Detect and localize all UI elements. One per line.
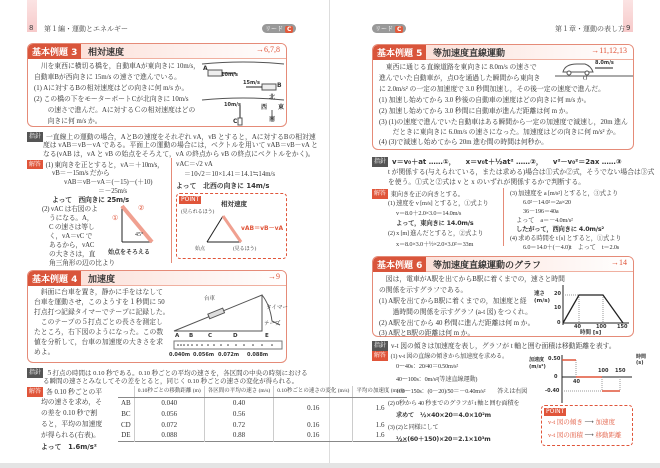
problem-line: (1) A駅を出てからB駅に着くまでの，加速度と経 bbox=[379, 298, 527, 305]
table-cell: AB bbox=[121, 398, 131, 407]
hint-line: なる(vAB は，vA と vB の始点をそろえて，vA の終点から vB の終点にベクトルをかく)。 bbox=[43, 151, 315, 158]
solution-tag: 解答 bbox=[29, 388, 42, 395]
table-cell: 1.6 bbox=[353, 397, 407, 419]
point-text: 移動距離 bbox=[595, 432, 622, 439]
example-label: 基本例題 6 bbox=[373, 257, 426, 272]
car-b-speed: 15m/s bbox=[243, 80, 260, 86]
table-cell: 0.40 bbox=[204, 397, 274, 408]
example-3-box bbox=[27, 43, 287, 127]
solution-line: 角三角形の辺の比より bbox=[49, 260, 115, 267]
solution-answer: したがって，西向きに 4.0m/s² bbox=[516, 226, 604, 233]
formula-3: v²－v₀²＝2ax ……③ bbox=[552, 158, 622, 166]
solution-line: (1) 東向きを正とすると，vA＝＋10m/s， bbox=[45, 162, 164, 169]
table-cell: 0.072 bbox=[134, 419, 204, 430]
at-graph bbox=[560, 355, 634, 403]
problem-ref: →6,7,8 bbox=[256, 45, 280, 54]
acceleration-table bbox=[118, 386, 407, 442]
problem-line: (3) A駅とB駅の距離は何 m か。 bbox=[379, 330, 475, 337]
hint-line: 一直線上の運動の場合，AとBの速度をそれぞれ vA，vB とすると，Aに対するBの相対速 bbox=[46, 134, 316, 141]
running-header-left: 第１編・運動とエネルギー bbox=[44, 25, 128, 33]
table-header-row bbox=[118, 386, 407, 397]
hint-tag: 指針 bbox=[374, 158, 387, 165]
page-number-right: 9 bbox=[626, 24, 631, 32]
table-row bbox=[118, 397, 407, 408]
solution-line: 6.0＝14.0＋(－4.0)t よって t＝2.0s bbox=[523, 244, 620, 251]
arrow-icon: ⟶ bbox=[584, 419, 594, 426]
tape-point-d: D bbox=[233, 333, 238, 339]
at-xtick: 100 bbox=[598, 368, 609, 374]
solution-line: vB＝－15m/s だから bbox=[52, 170, 110, 177]
table-cell: BC bbox=[121, 409, 131, 418]
problem-line: 過時間の関係を示すグラフ (a-t 図) をつくれ。 bbox=[379, 309, 532, 316]
table-cell: DE bbox=[121, 431, 131, 440]
tape-length: 0.040m bbox=[169, 352, 191, 358]
tape-length: 0.072m bbox=[218, 352, 240, 358]
point-text: v-t 図の面積 bbox=[548, 432, 583, 439]
at-ytick: -0.40 bbox=[545, 388, 560, 394]
solution-line: vAB＝vB－vA＝(－15)－(＋10) bbox=[64, 179, 153, 186]
vt-ytick: 0 bbox=[557, 320, 561, 326]
problem-ref: →9 bbox=[268, 272, 280, 281]
solution-line: が得られる(右表)。 bbox=[41, 432, 100, 439]
table-header: 各区間の平均の速さ (m/s) bbox=[204, 386, 274, 397]
point-row-1 bbox=[548, 418, 615, 428]
solution-line: vAC＝√2 vA bbox=[176, 161, 213, 168]
table-cell: 0.040 bbox=[134, 397, 204, 408]
hint-5 bbox=[372, 157, 622, 167]
hint-tag: 指針 bbox=[29, 133, 42, 140]
point-label: POINT bbox=[181, 196, 200, 203]
relative-velocity-triangle bbox=[108, 200, 156, 248]
vt-xtick: 150 bbox=[617, 324, 628, 330]
problem-line: の関係を示すグラフである。 bbox=[379, 287, 468, 294]
point-formula: vAB＝vB－vA bbox=[241, 225, 284, 232]
hint-line: 度は vAB＝vB－vA である。平面上の運動の場合には，ベクトルを用いて vAB＝vB－vA と bbox=[43, 142, 318, 149]
problem-line: 東西に通じる直線道路を東向きに 8.0m/s の速さで bbox=[379, 64, 537, 71]
solution-line: ると，平均の加速度 bbox=[41, 421, 103, 428]
solution-divider bbox=[503, 188, 504, 246]
tape-label: テープ bbox=[264, 321, 281, 327]
at-xtick: 150 bbox=[615, 368, 626, 374]
point-row-2 bbox=[548, 431, 621, 441]
problem-line: (1) Aに対するBの相対速度はどの向きに何 m/s か。 bbox=[34, 85, 189, 92]
solution-line: x＝8.0×3.0＋½×2.0×3.0²＝33m bbox=[396, 241, 474, 248]
compass-east: 東 bbox=[278, 104, 285, 111]
problem-line: 台車を運動させ，このようすを１秒間に 50 bbox=[34, 299, 165, 306]
solution-answer: よって 北西の向きに 14m/s bbox=[176, 182, 270, 190]
table-cell: 0.16 bbox=[274, 419, 353, 430]
problem-line: 打点打つ記録タイマーでテープに記録した。 bbox=[34, 309, 170, 316]
triangle-angle: 45° bbox=[135, 232, 144, 238]
point-seen: (見られるほう) bbox=[181, 210, 215, 215]
tape-point-a: A bbox=[175, 333, 180, 339]
solution-line: (2) x [m] 進んだとすると，②式より bbox=[388, 230, 484, 237]
point-o-label: O bbox=[583, 76, 588, 82]
problem-line: 自動車Bが西向きに 15m/s の速さで進んでいる。 bbox=[34, 74, 181, 81]
lead-c: C bbox=[287, 26, 292, 33]
problem-line: 進んでいた自動車が，点Oを通過した瞬間から東向き bbox=[379, 75, 541, 82]
table-row bbox=[118, 419, 407, 430]
solution-line: (3) (2)と同様にして bbox=[388, 424, 439, 431]
tape-point-c: C bbox=[208, 333, 213, 339]
vt-xlabel: 時間 [s] bbox=[580, 330, 602, 336]
table-header: 0.10秒ごとの速さの変化 (m/s) bbox=[274, 386, 353, 397]
point-see: (見るほう) bbox=[233, 247, 257, 252]
problem-line: このテープの５打点ごとの長さを測定し bbox=[34, 319, 163, 326]
solution-line: 各 0.10 秒ごとの平 bbox=[46, 389, 103, 396]
problem-ref: →11,12,13 bbox=[591, 46, 627, 55]
tape-point-b: B bbox=[189, 333, 194, 339]
hint-line: v-t 図の傾きは加速度を表し，グラフが t 軸と囲む面積は移動距離を表す。 bbox=[391, 343, 616, 350]
problem-line: 値を分析して，台車の加速度の大きさを求 bbox=[34, 339, 164, 346]
point-text: 加速度 bbox=[595, 419, 615, 426]
triangle-caption: 始点をそろえる bbox=[108, 249, 151, 256]
problem-line: めよ。 bbox=[34, 349, 55, 356]
solution-line: C の速さは等し bbox=[49, 224, 95, 231]
solution-divider bbox=[171, 158, 172, 263]
example-6-box bbox=[372, 256, 634, 337]
table-header bbox=[118, 386, 134, 397]
solution-tag: 解答 bbox=[374, 190, 386, 197]
compass-north: 北 bbox=[269, 94, 276, 101]
solution-line: 均の速さを求め，そ bbox=[41, 399, 102, 406]
solution-answer: 求めて ½×40×20＝4.0×10²m bbox=[396, 412, 491, 419]
problem-line: 斜面に台車を置き，静かに手をはなして bbox=[34, 289, 163, 296]
hint-tag: 指針 bbox=[374, 342, 387, 349]
point-label: POINT bbox=[546, 408, 565, 415]
solution-line: 東向きを正の向きとする。 bbox=[390, 191, 464, 198]
vt-xtick: 100 bbox=[596, 324, 607, 330]
point-start: 始点 bbox=[195, 247, 206, 252]
arrow-icon: ⟶ bbox=[584, 432, 594, 439]
table-cell: 0.16 bbox=[274, 430, 353, 441]
at-xtick: 40 bbox=[573, 379, 580, 385]
car-speed-label: 8.0m/s bbox=[595, 60, 614, 66]
solution-line: く，vA＝vC で bbox=[49, 233, 93, 240]
point-text: v-t 図の傾き bbox=[548, 419, 583, 426]
solution-line: (4) 求める時間を t [s] とすると，①式より bbox=[510, 235, 622, 242]
problem-line: (2) A駅を出てから 40 秒間に進んだ距離は何 m か。 bbox=[379, 320, 535, 327]
tape-point-e: E bbox=[265, 333, 269, 339]
solution-6 bbox=[372, 351, 508, 362]
running-header-right: 第１章・運動の表し方 bbox=[555, 25, 625, 33]
solution-line: 100～150s：(0－20)/50＝－0.40m/s² 答えは右図 bbox=[396, 388, 528, 395]
table-cell: 0.72 bbox=[204, 419, 274, 430]
solution-line: うになる。A， bbox=[49, 215, 94, 222]
solution-answer: よって，東向きに 14.0m/s bbox=[396, 220, 474, 227]
solution-line: (2) 0秒から 40 秒までのグラフが t 軸と囲む面積を bbox=[388, 400, 520, 407]
tape-length: 0.088m bbox=[247, 352, 269, 358]
solution-line: 40～100s：0m/s²(等速直線運動) bbox=[396, 376, 478, 383]
problem-line: 図は，電車がA駅を出てからB駅に着くまでの，速さと時間 bbox=[379, 276, 565, 283]
table-cell: CD bbox=[121, 420, 131, 429]
solution-line: の差を 0.10 秒で割 bbox=[41, 410, 98, 417]
problem-line: (2) 加速し始めてから 3.0 秒間に自動車が進んだ距離は何 m か。 bbox=[379, 108, 573, 115]
point-title: 相対速度 bbox=[221, 200, 247, 208]
tape-length: 0.056m bbox=[193, 352, 215, 358]
table-cell: 0.088 bbox=[134, 430, 204, 441]
compass-south: 南 bbox=[269, 116, 276, 123]
problem-line: (4) (3)で減速し始めてから 20m 進む間の時間は何秒か。 bbox=[379, 139, 548, 146]
solution-answer: よって 西向きに 25m/s bbox=[52, 196, 130, 204]
lead-badge-left bbox=[262, 24, 296, 33]
hint-tag: 指針 bbox=[29, 369, 42, 376]
table-cell: 0.056 bbox=[134, 408, 204, 419]
solution-line: (1) 速度を v [m/s] とすると，①式より bbox=[388, 200, 489, 207]
table-cell: 0.56 bbox=[204, 408, 274, 419]
example-title: 等加速度直線運動 bbox=[433, 49, 506, 59]
solution-answer: ½×(60＋150)×20＝2.1×10³m bbox=[396, 436, 491, 443]
vt-line bbox=[563, 295, 623, 323]
example-label: 基本例題 3 bbox=[28, 44, 81, 59]
solution-answer: よって 1.6m/s² bbox=[41, 443, 97, 451]
problem-line: (1) 加速し始めてから 3.0 秒後の自動車の速度はどの向きに何 m/s か。 bbox=[379, 97, 591, 104]
at-ytick: 0.50 bbox=[548, 356, 561, 362]
solution-tag: 解答 bbox=[29, 161, 41, 168]
solution-line: の大きさは，直 bbox=[49, 251, 96, 258]
table-header: 平均の加速度 (m/s²) bbox=[353, 386, 407, 397]
formula-2: x＝v₀t＋½at² ……②， bbox=[465, 158, 543, 166]
bottom-border bbox=[0, 463, 660, 468]
car-a-speed: 10m/s bbox=[221, 72, 238, 78]
problem-line: だときに東向きに 6.0m/s の速さになった。加速度はどの向きに何 m/s² か。 bbox=[379, 129, 620, 136]
problem-line: の速さで進んだ。Aに対するＣの相対速度はどの bbox=[34, 107, 196, 114]
solution-line: (3) 加速度を a [m/s²] とすると，③式より bbox=[510, 190, 619, 197]
problem-line: 川を東西に横切る橋を，自動車Aが東向きに 10m/s， bbox=[34, 63, 200, 70]
lead-c: C bbox=[397, 26, 402, 33]
hint-line: t が関係する(与えられている，または求める)場合は①式か②式，そうでない場合は③式 bbox=[388, 169, 655, 176]
problem-ref: →14 bbox=[611, 258, 627, 267]
at-ylabel: 加速度 (m/s²) bbox=[529, 357, 546, 370]
boat-speed: 10m/s bbox=[224, 102, 241, 108]
problem-line: たところ，右下図のようになった。この数 bbox=[34, 329, 164, 336]
lead-badge-right bbox=[372, 24, 406, 33]
hint-line: ５打点の時間は 0.10 秒である。0.10 秒ごとの平均の速さを，各区間の中央の時刻における bbox=[46, 370, 308, 377]
solution-line: (1) v-t 図の直線の傾きから加速度を求める。 bbox=[390, 353, 508, 360]
problem-line: (3) (1)の速度で進んでいた自動車はある瞬間から一定の加速度で減速し，20m 進ん bbox=[379, 119, 628, 126]
example-5-box bbox=[372, 44, 634, 150]
hint-line: を使う。①式と②式は v と x のいずれが関係するかで判断する。 bbox=[388, 179, 586, 186]
solution-line: ＝－25m/s bbox=[98, 188, 127, 195]
table-row bbox=[118, 430, 407, 441]
solution-line: あるから，vAC bbox=[49, 242, 95, 249]
lead-label: リード bbox=[265, 26, 284, 33]
car-a-label: A bbox=[203, 65, 208, 72]
vt-graph bbox=[559, 285, 631, 327]
point-triangle bbox=[205, 214, 245, 244]
vt-xtick: 40 bbox=[574, 324, 581, 330]
point-box-vt bbox=[541, 405, 633, 446]
example-title: 加速度 bbox=[88, 275, 116, 285]
vt-ylabel: 速さ (m/s) bbox=[534, 291, 551, 304]
solution-tag: 解答 bbox=[374, 352, 386, 359]
solution-line: ＝10√2＝10×1.41＝14.1≒14m/s bbox=[184, 171, 276, 178]
problem-line: 向きに何 m/s か。 bbox=[34, 118, 102, 125]
timer-label: タイマー bbox=[266, 305, 288, 311]
example-title: 等加速度直線運動のグラフ bbox=[433, 261, 542, 271]
table-cell: 1.6 bbox=[353, 419, 407, 430]
problem-line: に 2.0m/s² の一定の加速度で 3.0 秒間加速し，その後一定の速度で進んだ。 bbox=[379, 86, 605, 93]
table-cell: 0.16 bbox=[274, 397, 353, 419]
solution-line: 6.0²－14.0²＝2a×20 bbox=[523, 199, 571, 206]
problem-line: (2) この橋の下をモーターボートCが北向きに 10m/s bbox=[34, 96, 189, 103]
cart-label: 台車 bbox=[204, 296, 216, 302]
vt-ytick: 20 bbox=[554, 291, 561, 297]
point-box-relative-velocity bbox=[176, 193, 287, 259]
example-title: 相対速度 bbox=[88, 48, 125, 58]
car-b-label: B bbox=[277, 82, 282, 89]
at-xlabel: 時間 (s) bbox=[636, 354, 647, 366]
solution-line: 0～40s：20/40＝0.50m/s² bbox=[396, 363, 458, 370]
compass-west: 西 bbox=[261, 104, 268, 111]
solution-line: 36－196＝40a bbox=[523, 208, 559, 215]
table-cell: 0.88 bbox=[204, 430, 274, 441]
solution-line: よって a＝－4.0m/s² bbox=[516, 217, 573, 224]
hint-line: る瞬間の速さとみなしてその差をとると，同じく 0.10 秒ごとの速さの変化が得られる。 bbox=[43, 378, 299, 385]
page-number-left: 8 bbox=[29, 24, 34, 32]
solution-line: (2) vAC は右図のよ bbox=[42, 206, 98, 213]
example-4-box bbox=[27, 270, 287, 363]
boat-c-label: C bbox=[233, 118, 238, 125]
lead-label: リード bbox=[375, 26, 394, 33]
table-cell: 1.6 bbox=[353, 430, 407, 441]
triangle-label-2: ② bbox=[138, 205, 145, 212]
at-ytick: 0 bbox=[554, 374, 558, 380]
solution-line: v＝8.0＋2.0×3.0＝14.0m/s bbox=[396, 210, 462, 217]
solution-4 bbox=[27, 387, 102, 398]
example-label: 基本例題 4 bbox=[28, 271, 81, 286]
vt-ytick: 10 bbox=[554, 305, 561, 311]
table-header: 0.10秒ごとの移動距離 (m) bbox=[134, 386, 204, 397]
example-label: 基本例題 5 bbox=[373, 45, 426, 60]
formula-1: v＝v₀＋at ……①， bbox=[392, 158, 456, 166]
triangle-label-1: ① bbox=[112, 215, 119, 222]
